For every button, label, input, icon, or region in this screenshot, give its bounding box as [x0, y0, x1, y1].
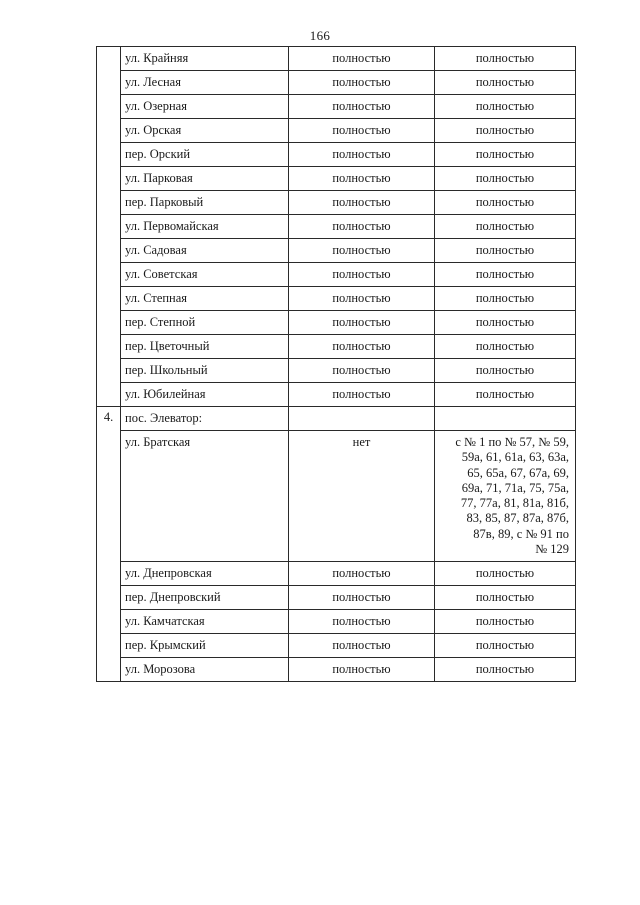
- value-cell-b: полностью: [435, 143, 576, 167]
- value-cell-b: полностью: [435, 634, 576, 658]
- address-line: 87в, 89, с № 91 по: [473, 526, 569, 541]
- street-cell: ул. Садовая: [121, 239, 289, 263]
- value-cell-b-long: [435, 431, 576, 562]
- street-cell: ул. Орская: [121, 119, 289, 143]
- address-line: 83, 85, 87, 87а, 87б,: [466, 511, 569, 526]
- value-cell-a: полностью: [289, 95, 435, 119]
- value-cell-a: полностью: [289, 47, 435, 71]
- value-cell-a: полностью: [289, 335, 435, 359]
- value-cell-b: полностью: [435, 610, 576, 634]
- table-row: [97, 191, 576, 215]
- table-row: [97, 239, 576, 263]
- value-cell-a: нет: [289, 431, 435, 562]
- value-cell-b: полностью: [435, 287, 576, 311]
- value-cell-b: полностью: [435, 562, 576, 586]
- table-row: [97, 95, 576, 119]
- address-line: 77, 77а, 81, 81а, 81б,: [460, 496, 569, 511]
- table-row: [97, 562, 576, 586]
- table-row: [97, 383, 576, 407]
- street-cell: пер. Школьный: [121, 359, 289, 383]
- street-cell: ул. Днепровская: [121, 562, 289, 586]
- table-row: [97, 143, 576, 167]
- street-cell: ул. Юбилейная: [121, 383, 289, 407]
- value-cell-a: полностью: [289, 143, 435, 167]
- street-cell: ул. Крайняя: [121, 47, 289, 71]
- value-cell-b: полностью: [435, 215, 576, 239]
- value-cell-b: полностью: [435, 239, 576, 263]
- value-cell-a: полностью: [289, 634, 435, 658]
- address-line: № 129: [535, 542, 569, 557]
- value-cell-a: полностью: [289, 263, 435, 287]
- value-cell-a: полностью: [289, 586, 435, 610]
- table-row: [97, 71, 576, 95]
- address-line: 69а, 71, 71а, 75, 75а,: [461, 480, 569, 495]
- value-cell-b: полностью: [435, 335, 576, 359]
- street-cell: ул. Морозова: [121, 658, 289, 682]
- table-row: [97, 335, 576, 359]
- table-row: [97, 47, 576, 71]
- value-cell-a: полностью: [289, 191, 435, 215]
- table-row: [97, 263, 576, 287]
- streets-table-body: [97, 47, 576, 682]
- table-row: [97, 634, 576, 658]
- value-cell-a: полностью: [289, 239, 435, 263]
- address-line: 59а, 61, 61а, 63, 63а,: [461, 450, 569, 465]
- value-cell-b: полностью: [435, 311, 576, 335]
- table-row: [97, 215, 576, 239]
- section-row: [97, 407, 576, 431]
- value-cell-a: полностью: [289, 167, 435, 191]
- address-line: 65, 65а, 67, 67а, 69,: [467, 465, 569, 480]
- value-cell-a: полностью: [289, 610, 435, 634]
- street-cell: ул. Степная: [121, 287, 289, 311]
- value-cell-a: полностью: [289, 287, 435, 311]
- street-cell: пер. Орский: [121, 143, 289, 167]
- value-cell-b: [435, 407, 576, 431]
- street-cell: ул. Советская: [121, 263, 289, 287]
- value-cell-b: полностью: [435, 263, 576, 287]
- value-cell-a: полностью: [289, 215, 435, 239]
- table-row: [97, 359, 576, 383]
- table-row: [97, 610, 576, 634]
- value-cell-b: полностью: [435, 47, 576, 71]
- value-cell-b: полностью: [435, 658, 576, 682]
- value-cell-a: полностью: [289, 562, 435, 586]
- value-cell-b: полностью: [435, 191, 576, 215]
- table-row: [97, 586, 576, 610]
- value-cell-a: [289, 407, 435, 431]
- section-number: 4.: [97, 407, 121, 682]
- street-cell: пер. Днепровский: [121, 586, 289, 610]
- street-cell: пер. Крымский: [121, 634, 289, 658]
- table-row: [97, 167, 576, 191]
- value-cell-a: полностью: [289, 383, 435, 407]
- value-cell-a: полностью: [289, 311, 435, 335]
- street-cell: ул. Камчатская: [121, 610, 289, 634]
- value-cell-a: полностью: [289, 359, 435, 383]
- value-cell-a: полностью: [289, 658, 435, 682]
- street-cell: ул. Лесная: [121, 71, 289, 95]
- number-cell: [97, 47, 121, 407]
- section-title: пос. Элеватор:: [121, 407, 289, 431]
- street-cell: пер. Цветочный: [121, 335, 289, 359]
- street-cell: ул. Братская: [121, 431, 289, 562]
- value-cell-b: полностью: [435, 383, 576, 407]
- table-row: [97, 431, 576, 562]
- value-cell-b: полностью: [435, 71, 576, 95]
- street-cell: ул. Парковая: [121, 167, 289, 191]
- value-cell-b: полностью: [435, 167, 576, 191]
- address-line: с № 1 по № 57, № 59,: [455, 435, 569, 449]
- street-cell: пер. Степной: [121, 311, 289, 335]
- value-cell-b: полностью: [435, 359, 576, 383]
- table-row: [97, 287, 576, 311]
- street-cell: пер. Парковый: [121, 191, 289, 215]
- table-row: [97, 658, 576, 682]
- value-cell-a: полностью: [289, 119, 435, 143]
- street-cell: ул. Озерная: [121, 95, 289, 119]
- street-cell: ул. Первомайская: [121, 215, 289, 239]
- table-row: [97, 311, 576, 335]
- page-number: 166: [309, 28, 331, 43]
- table-row: [97, 119, 576, 143]
- value-cell-a: полностью: [289, 71, 435, 95]
- value-cell-b: полностью: [435, 586, 576, 610]
- value-cell-b: полностью: [435, 95, 576, 119]
- streets-table: [96, 46, 576, 682]
- value-cell-b: полностью: [435, 119, 576, 143]
